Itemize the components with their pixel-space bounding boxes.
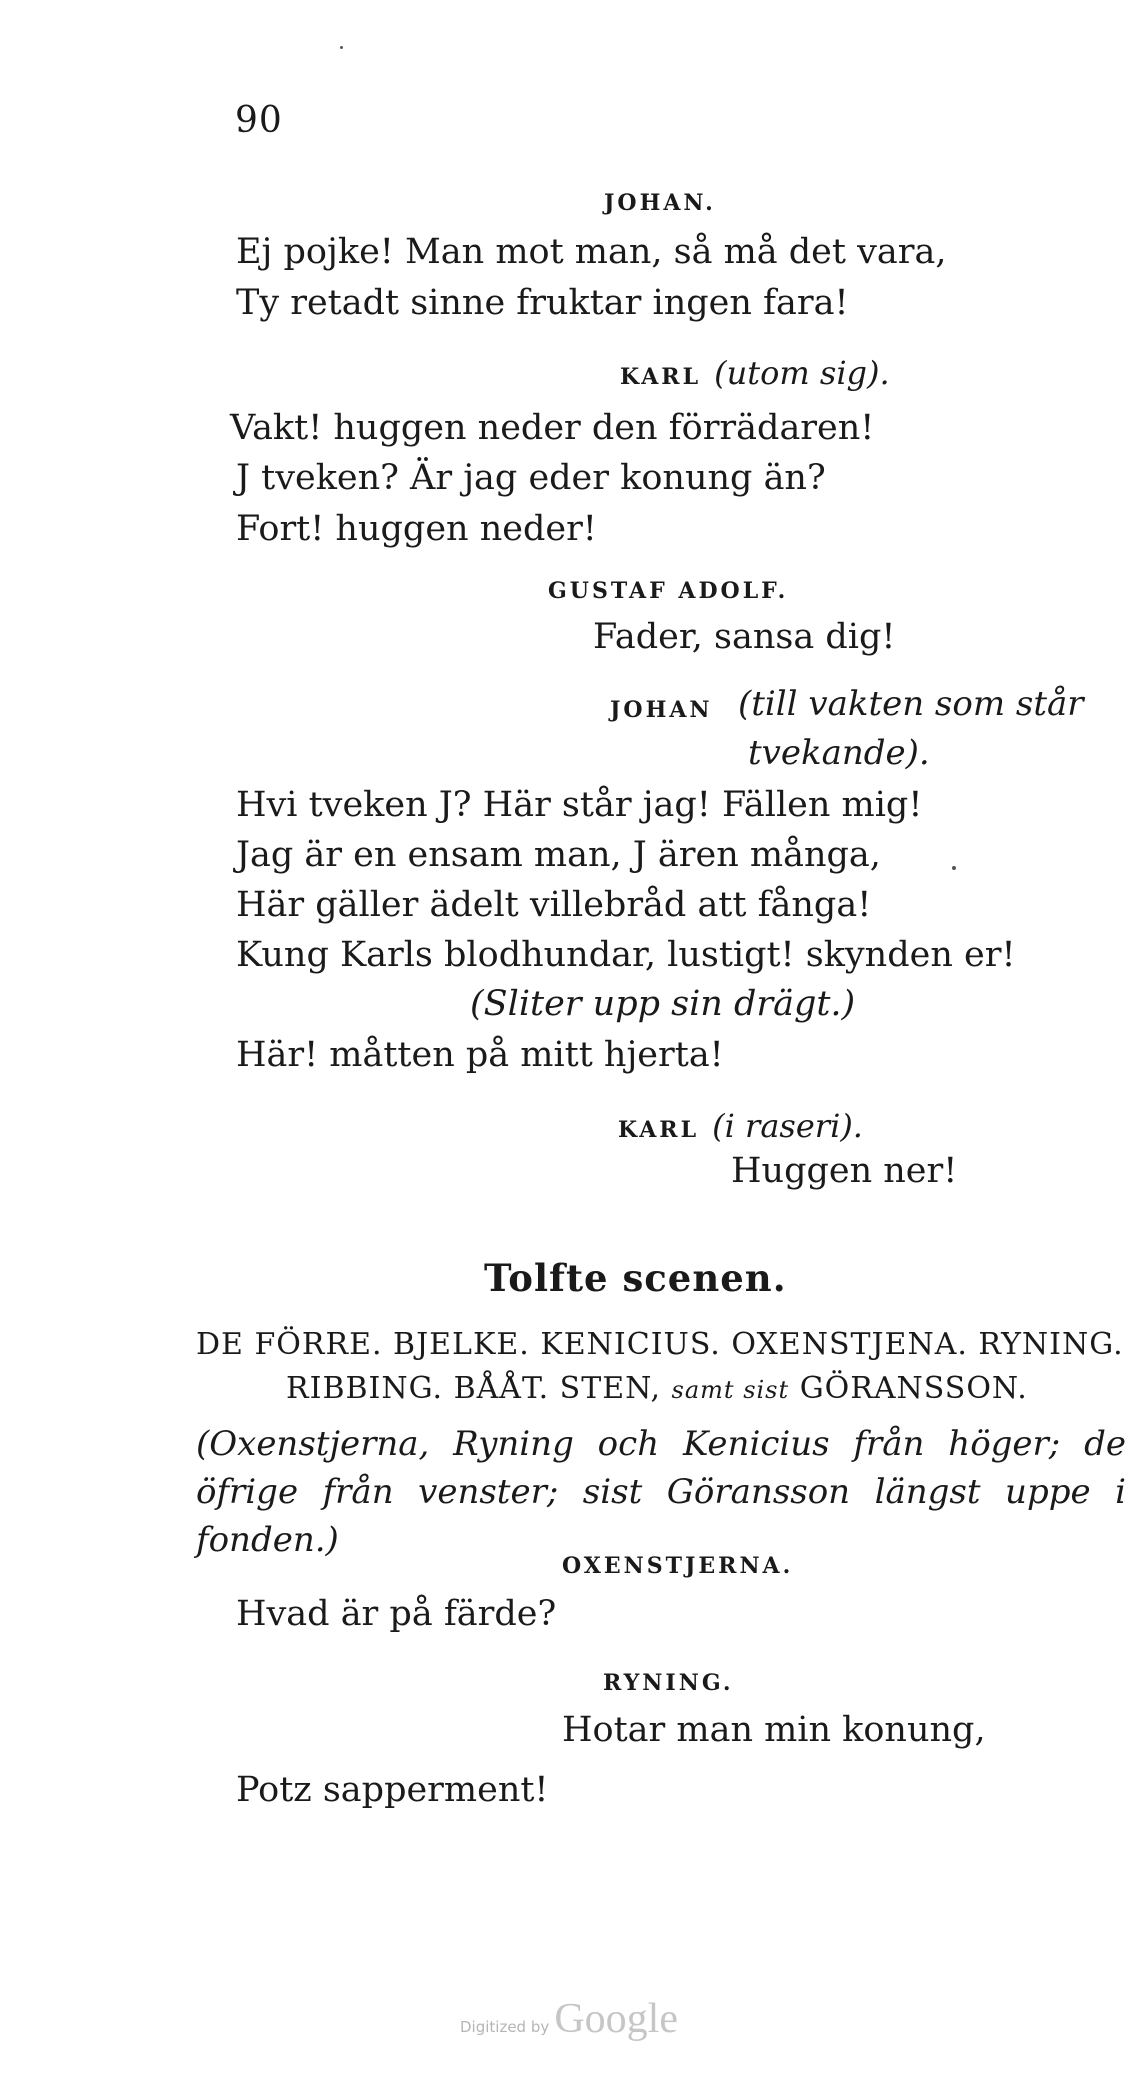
- verse-line: Här gäller ädelt villebråd att fånga!: [236, 885, 872, 925]
- cast-names: GÖRANSSON.: [799, 1371, 1028, 1406]
- verse-line: Huggen ner!: [731, 1151, 958, 1191]
- cast-names: RIBBING. BÅÅT. STEN,: [286, 1371, 661, 1406]
- digitized-by-label: Digitized by: [460, 2018, 550, 2036]
- google-logo: Google: [554, 1996, 678, 2042]
- print-speck: [952, 866, 956, 870]
- verse-line: Ty retadt sinne fruktar ingen fara!: [236, 283, 849, 323]
- speaker-johan: JOHAN: [610, 697, 713, 723]
- speaker-heading-karl: [618, 1107, 863, 1145]
- verse-line: Kung Karls blodhundar, lustigt! skynden er!: [236, 935, 1016, 975]
- verse-line: Hotar man min konung,: [562, 1710, 986, 1750]
- speaker-gustaf-adolf: GUSTAF ADOLF.: [548, 578, 789, 604]
- scene-title: Tolfte scenen.: [484, 1256, 787, 1300]
- print-speck: [340, 46, 343, 49]
- inline-stage-direction: (Sliter upp sin drägt.): [470, 984, 856, 1024]
- verse-line: Ej pojke! Man mot man, så må det vara,: [236, 232, 947, 272]
- verse-line: Här! måtten på mitt hjerta!: [236, 1035, 724, 1075]
- cast-list: DE FÖRRE. BJELKE. KENICIUS. OXENSTJENA. RYNING.: [196, 1327, 1124, 1362]
- digitized-watermark: [460, 1995, 678, 2043]
- verse-line: Hvad är på färde?: [236, 1594, 557, 1634]
- scene-stage-direction: (Oxenstjerna, Ryning och Kenicius från höger; de öfrige från venster; sist Göransson längst uppe i fonden.): [196, 1424, 1126, 1560]
- speaker-johan: JOHAN.: [604, 190, 716, 216]
- speaker-oxenstjerna: OXENSTJERNA.: [562, 1553, 794, 1579]
- speaker-karl: KARL: [620, 364, 702, 390]
- speaker-heading-karl: [620, 354, 890, 392]
- verse-line: Fader, sansa dig!: [593, 617, 896, 657]
- verse-line: Vakt! huggen neder den förrädaren!: [230, 408, 875, 448]
- page-number: 90: [235, 100, 283, 141]
- stage-direction: tvekande).: [748, 733, 930, 773]
- stage-direction: (i raseri).: [712, 1107, 863, 1145]
- stage-direction: (till vakten som står: [738, 684, 1084, 724]
- verse-line: J tveken? Är jag eder konung än?: [236, 458, 826, 498]
- speaker-karl: KARL: [618, 1117, 700, 1143]
- cast-list: [286, 1371, 1028, 1406]
- speaker-ryning: RYNING.: [603, 1670, 734, 1696]
- cast-conjunction: samt sist: [671, 1376, 790, 1404]
- stage-direction: (utom sig).: [714, 354, 890, 392]
- verse-line: Hvi tveken J? Här står jag! Fällen mig!: [236, 785, 923, 825]
- verse-line: Fort! huggen neder!: [236, 509, 597, 549]
- verse-line: Jag är en ensam man, J ären många,: [236, 835, 881, 875]
- verse-line: Potz sapperment!: [236, 1770, 549, 1810]
